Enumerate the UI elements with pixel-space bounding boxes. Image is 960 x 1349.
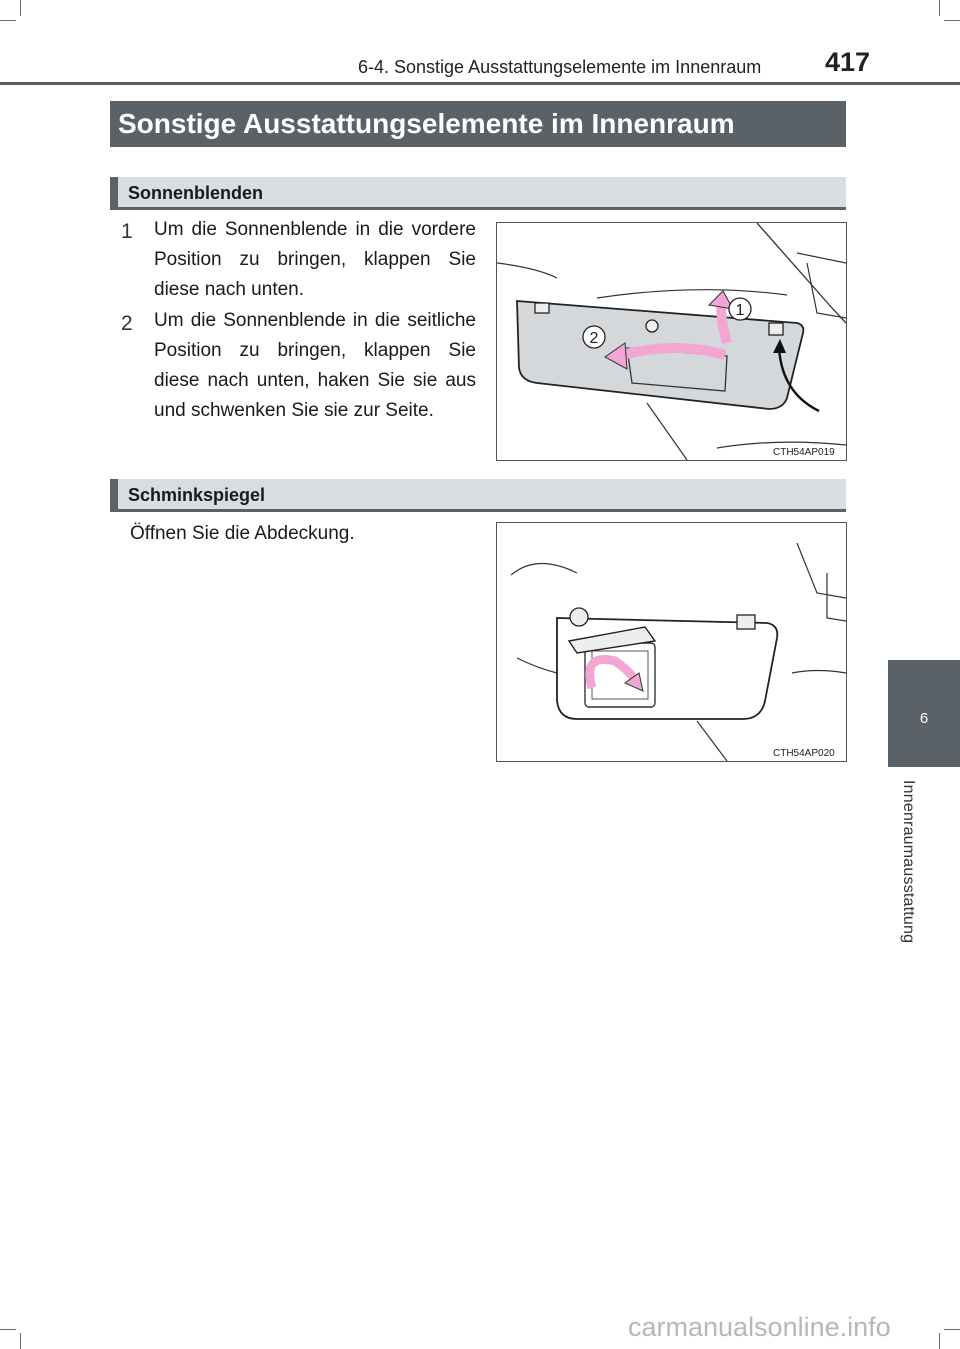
sun-visor-figure [496, 222, 847, 461]
figure-code: CTH54AP019 [773, 447, 835, 458]
callout-2: 2 [589, 330, 599, 347]
sun-visor-illustration [497, 223, 846, 460]
step-text-1: Um die Sonnenblende in die vordere Position zu bringen, klappen Sie diese nach unten. [154, 219, 476, 300]
crop-mark [944, 1329, 960, 1330]
step-number-2: 2 [121, 312, 133, 335]
step-text-2: Um die Sonnenblende in die seitliche Position zu bringen, klappen Sie diese nach unten, haken Sie sie aus und schwenken Sie sie zur Seite. [154, 310, 476, 421]
section-heading-text: Sonnenblenden [128, 183, 263, 203]
chapter-number: 6 [919, 710, 929, 727]
callout-1: 1 [735, 302, 745, 319]
section-heading-sun-visors [110, 177, 846, 210]
chapter-label: Innenraumausstattung [900, 780, 917, 944]
watermark: carmanualsonline.info [628, 1312, 891, 1342]
vanity-mirror-illustration [497, 523, 846, 761]
crop-mark [939, 1333, 940, 1349]
header-rule [0, 82, 960, 85]
heading-bar [110, 479, 118, 509]
crop-mark [0, 20, 16, 21]
crop-mark [944, 20, 960, 21]
vanity-mirror-figure [496, 522, 847, 762]
section-heading-vanity-mirror [110, 479, 846, 512]
chapter-tab [888, 660, 960, 767]
running-header: 6-4. Sonstige Ausstattungselemente im Innenraum [358, 57, 762, 77]
step-number-1: 1 [121, 220, 133, 243]
crop-mark [0, 1329, 16, 1330]
page-number: 417 [825, 47, 871, 77]
section-heading-text: Schminkspiegel [128, 485, 266, 505]
crop-mark [20, 1333, 21, 1349]
crop-mark [939, 0, 940, 16]
heading-bar [110, 177, 118, 207]
figure-code: CTH54AP020 [773, 748, 835, 759]
vanity-mirror-instruction: Öffnen Sie die Abdeckung. [130, 523, 355, 544]
page-title: Sonstige Ausstattungselemente im Innenraum [110, 101, 846, 147]
crop-mark [20, 0, 21, 16]
